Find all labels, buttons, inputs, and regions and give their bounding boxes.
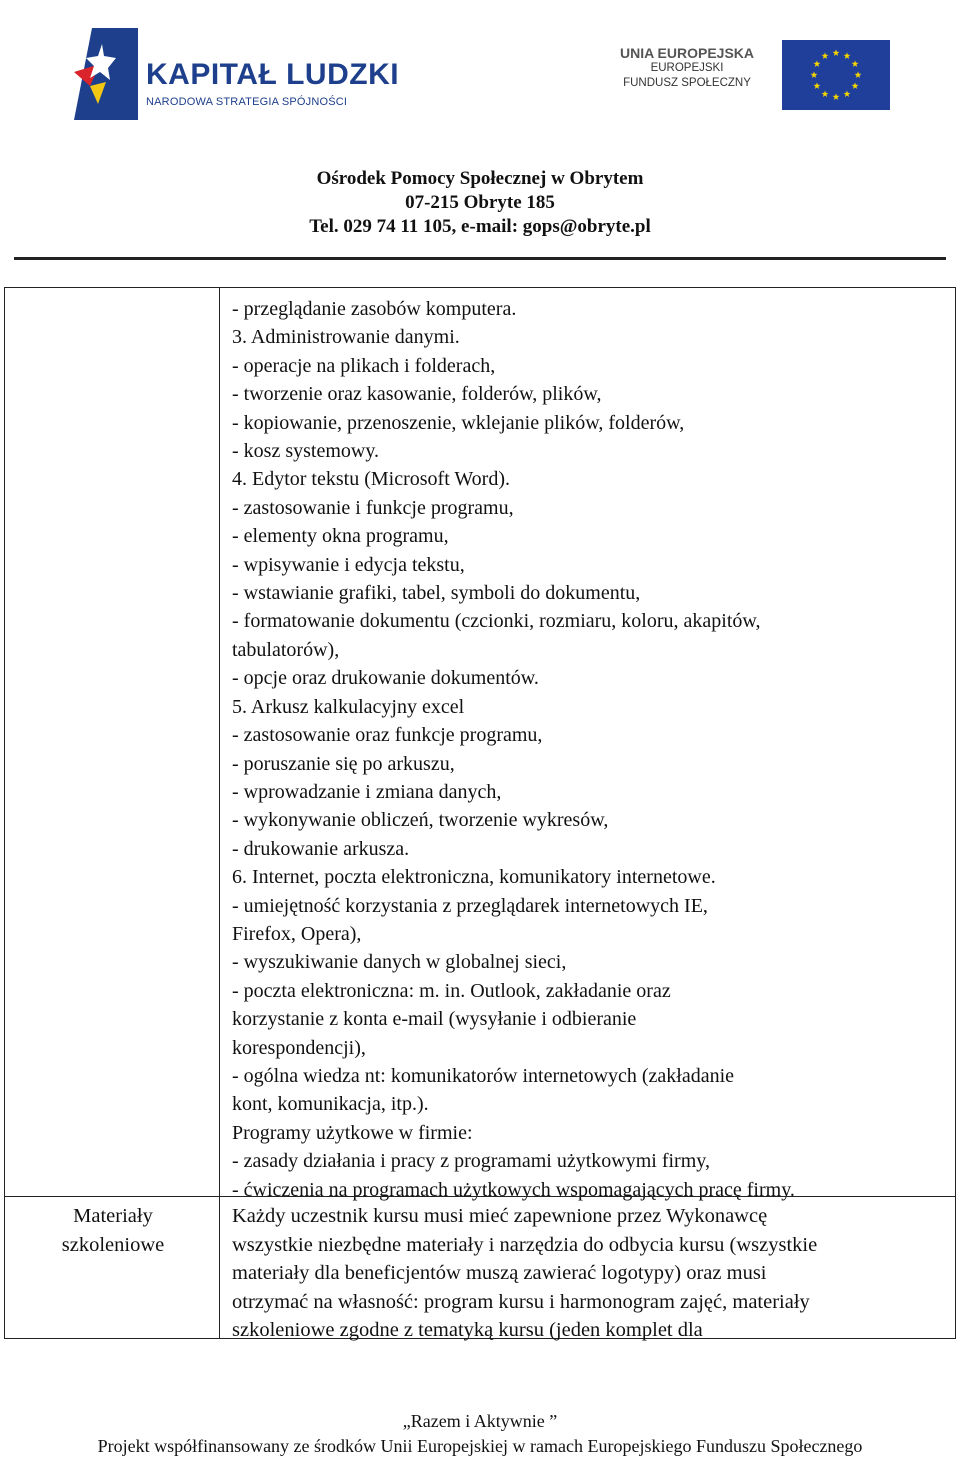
text-line: - poruszanie się po arkuszu, [232,752,455,775]
text-line: kont, komunikacja, itp.). [232,1093,429,1116]
text-line: otrzymać na własność: program kursu i harmonogram zajęć, materiały [232,1290,810,1313]
table-row2-content-cell [219,1196,956,1339]
text-line: Programy użytkowe w firmie: [232,1121,473,1144]
text-line: tabulatorów), [232,638,340,661]
text-line: - kosz systemowy. [232,440,380,463]
text-line: Każdy uczestnik kursu musi mieć zapewnione przez Wykonawcę [232,1205,768,1227]
course-program-table [4,287,956,1339]
text-line: - zastosowanie i funkcje programu, [232,496,514,519]
eu-flag-icon [782,40,890,110]
text-line: - kopiowanie, przenoszenie, wklejanie plików, folderów, [232,411,685,434]
text-line: - zasady działania i pracy z programami użytkowymi firmy, [232,1150,710,1173]
org-contact: Tel. 029 74 11 105, e-mail: gops@obryte.pl [309,216,651,237]
text-line: szkoleniowe zgodne z tematyką kursu (jeden komplet dla [232,1319,703,1341]
text-line: 4. Edytor tekstu (Microsoft Word). [232,468,510,491]
kapital-ludzki-logo [70,24,400,124]
table-row2-label-cell [4,1196,220,1339]
text-line: korzystanie z konta e-mail (wysyłanie i odbieranie [232,1008,637,1031]
row2-label [5,1202,221,1259]
eu-logo-line2: EUROPEJSKI [650,62,724,74]
text-line: - formatowanie dokumentu (czcionki, rozmiaru, koloru, akapitów, [232,610,761,633]
row2-content [232,1202,951,1345]
text-line: - operacje na plikach i folderach, [232,354,496,377]
text-line: - przeglądanie zasobów komputera. [232,298,517,320]
org-address: 07-215 Obryte 185 [405,192,555,213]
text-line: - opcje oraz drukowanie dokumentów. [232,667,539,690]
kapital-ludzki-title: KAPITAŁ LUDZKI [146,58,400,91]
kapital-ludzki-emblem-icon [70,24,138,120]
row2-label-line1: Materiały [73,1205,153,1227]
eu-logo-line3: FUNDUSZ SPOŁECZNY [623,77,751,89]
row2-label-line2: szkoleniowe [61,1233,165,1256]
header-divider [14,257,946,260]
text-line: - wprowadzanie i zmiana danych, [232,780,502,803]
text-line: - ćwiczenia na programach użytkowych wspomagających pracę firmy. [232,1178,795,1201]
text-line: 3. Administrowanie danymi. [232,326,460,349]
kapital-ludzki-subtitle: NARODOWA STRATEGIA SPÓJNOŚCI [146,96,348,108]
row1-content [232,295,949,1204]
text-line: 6. Internet, poczta elektroniczna, komunikatory internetowe. [232,866,716,889]
text-line: 5. Arkusz kalkulacyjny excel [232,695,465,718]
eu-logo [600,34,890,110]
table-row1-label-cell [4,287,220,1197]
table-row1-content-cell [219,287,956,1201]
text-line: materiały dla beneficjentów muszą zawierać logotypy) oraz musi [232,1262,767,1284]
text-line: - wykonywanie obliczeń, tworzenie wykresów, [232,809,609,832]
text-line: - tworzenie oraz kasowanie, folderów, plików, [232,383,602,406]
eu-logo-text [602,46,772,91]
text-line: - wyszukiwanie danych w globalnej sieci, [232,951,567,974]
footer-slogan: „Razem i Aktywnie ” [402,1411,558,1431]
text-line: - zastosowanie oraz funkcje programu, [232,724,543,747]
org-name: Ośrodek Pomocy Społecznej w Obrytem [316,168,644,189]
text-line: - wpisywanie i edycja tekstu, [232,553,465,576]
eu-logo-line1: UNIA EUROPEJSKA [619,45,755,61]
text-line: wszystkie niezbędne materiały i narzędzia do odbycia kursu (wszystkie [232,1233,818,1256]
text-line: - elementy okna programu, [232,525,449,548]
text-line: - drukowanie arkusza. [232,837,410,860]
text-line: - wstawianie grafiki, tabel, symboli do dokumentu, [232,582,641,605]
text-line: - poczta elektroniczna: m. in. Outlook, zakładanie oraz [232,979,671,1002]
text-line: - umiejętność korzystania z przeglądarek internetowych IE, [232,894,708,917]
text-line: korespondencji), [232,1036,366,1059]
text-line: Firefox, Opera), [232,922,362,945]
text-line: - ogólna wiedza nt: komunikatorów internetowych (zakładanie [232,1064,735,1087]
footer-cofinancing-note: Projekt współfinansowany ze środków Unii Europejskiej w ramach Europejskiego Funduszu Społecznego [97,1436,863,1456]
